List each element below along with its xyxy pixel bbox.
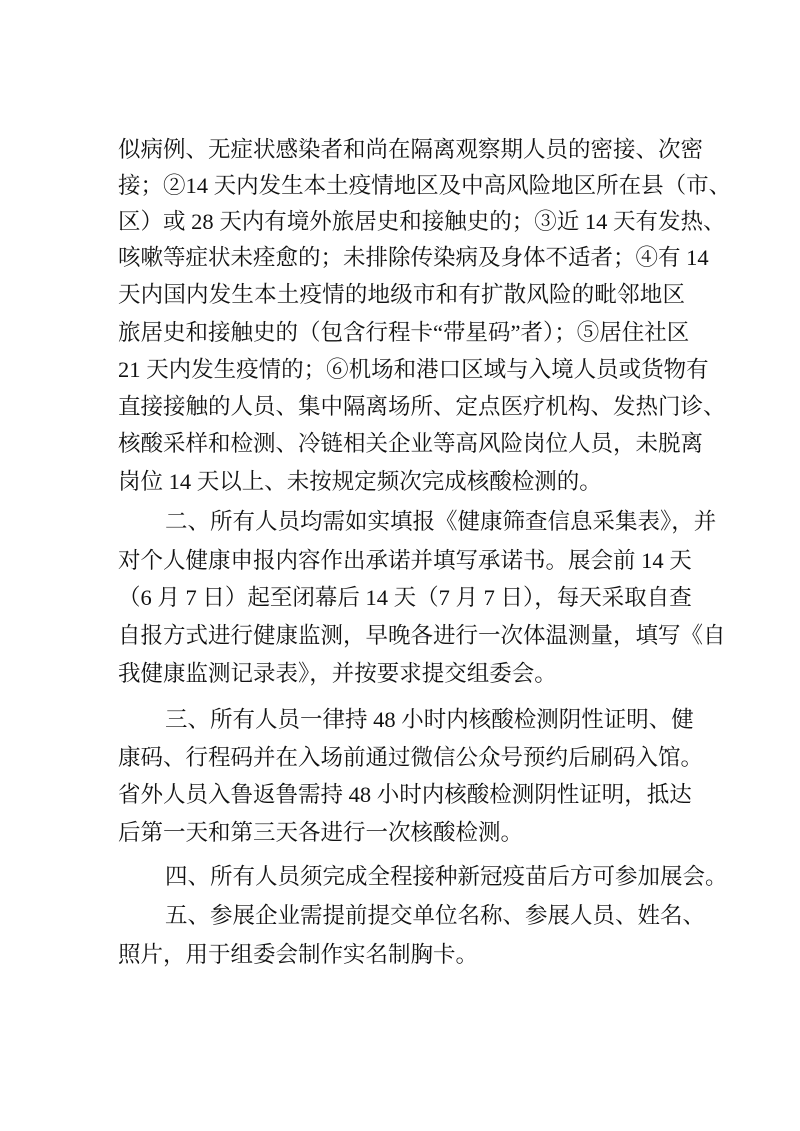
text-line: 五、参展企业需提前提交单位名称、参展人员、姓名、 [165, 903, 706, 928]
text-line: 二、所有人员均需如实填报《健康筛查信息采集表》，并 [165, 509, 717, 534]
text-line: 直接接触的人员、集中隔离场所、定点医疗机构、发热门诊、 [118, 394, 726, 419]
text-line: 旅居史和接触史的（包含行程卡“带星码”者）；⑤居住社区 [118, 320, 690, 345]
text-line: 接；②14 天内发生本土疫情地区及中高风险地区所在县（市、 [118, 173, 732, 198]
text-line: 四、所有人员须完成全程接种新冠疫苗后方可参加展会。 [165, 864, 728, 889]
text-line: 三、所有人员一律持 48 小时内核酸检测阴性证明、健 [165, 707, 694, 732]
text-line: 对个人健康申报内容作出承诺并填写承诺书。展会前 14 天 [118, 548, 692, 573]
text-line: 我健康监测记录表》，并按要求提交组委会。 [118, 661, 557, 686]
text-line: 天内国内发生本土疫情的地级市和有扩散风险的毗邻地区 [118, 282, 685, 307]
text-line: 似病例、无症状感染者和尚在隔离观察期人员的密接、次密 [118, 137, 704, 162]
text-line: 区）或 28 天内有境外旅居史和接触史的；③近 14 天有发热、 [118, 209, 726, 234]
text-line: 后第一天和第三天各进行一次核酸检测。 [118, 820, 524, 845]
text-line: 岗位 14 天以上、未按规定频次完成核酸检测的。 [118, 469, 602, 494]
text-line: 康码、行程码并在入场前通过微信公众号预约后刷码入馆。 [118, 745, 704, 770]
text-line: 照片，用于组委会制作实名制胸卡。 [118, 942, 479, 967]
text-line: （6 月 7 日）起至闭幕后 14 天（7 月 7 日），每天采取自查 [118, 585, 692, 610]
text-line: 21 天内发生疫情的；⑥机场和港口区域与入境人员或货物有 [118, 357, 709, 382]
text-line: 咳嗽等症状未痊愈的；未排除传染病及身体不适者；④有 14 [118, 245, 709, 270]
text-line: 自报方式进行健康监测，早晚各进行一次体温测量，填写《自 [118, 623, 726, 648]
text-line: 核酸采样和检测、冷链相关企业等高风险岗位人员，未脱离 [118, 431, 704, 456]
text-line: 省外人员入鲁返鲁需持 48 小时内核酸检测阴性证明，抵达 [118, 782, 692, 807]
